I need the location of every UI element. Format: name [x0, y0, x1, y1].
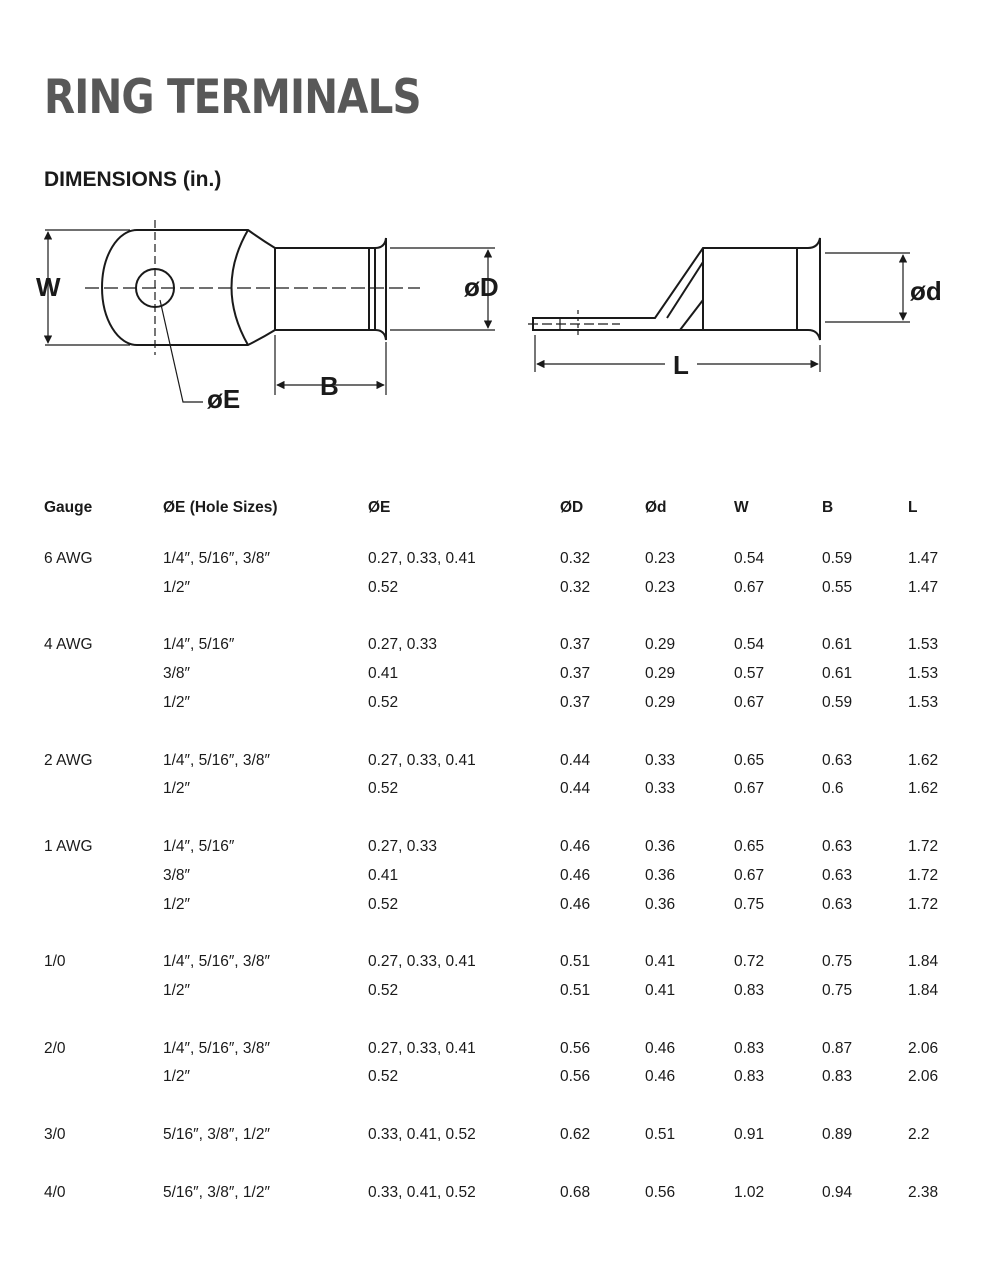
- cell-d-inner: 0.36: [645, 866, 676, 884]
- cell-l: 1.84: [908, 982, 939, 999]
- cell-b: 0.87: [822, 1039, 853, 1057]
- section-subtitle: DIMENSIONS (in.): [44, 168, 222, 191]
- gauge-cell: 6 AWG: [44, 550, 93, 567]
- cell-e: 0.27, 0.33, 0.41: [368, 751, 476, 769]
- d-inner-dimension: [825, 253, 910, 322]
- cell-hole-sizes: 1/2″: [163, 578, 191, 596]
- top-view: [85, 220, 420, 355]
- cell-e: 0.33, 0.41, 0.52: [368, 1126, 476, 1143]
- header-l: L: [908, 499, 918, 516]
- cell-d-outer: 0.68: [560, 1183, 591, 1201]
- cell-d-outer: 0.56: [560, 1039, 591, 1057]
- cell-b: 0.94: [822, 1183, 853, 1201]
- cell-b: 0.75: [822, 953, 853, 971]
- cell-b: 0.6: [822, 780, 844, 798]
- cell-d-outer: 0.32: [560, 550, 591, 567]
- cell-d-outer: 0.44: [560, 780, 591, 798]
- cell-e: 0.52: [368, 578, 399, 596]
- cell-l: 1.72: [908, 866, 939, 884]
- cell-d-inner: 0.41: [645, 982, 676, 999]
- cell-b: 0.61: [822, 665, 853, 683]
- cell-d-outer: 0.46: [560, 838, 591, 855]
- cell-d-outer: 0.56: [560, 1068, 591, 1086]
- cell-hole-sizes: 1/4″, 5/16″: [163, 636, 235, 654]
- cell-hole-sizes: 1/2″: [163, 982, 191, 999]
- cell-e: 0.41: [368, 866, 399, 884]
- gauge-cell: 1 AWG: [44, 838, 93, 855]
- cell-b: 0.59: [822, 550, 853, 567]
- cell-b: 0.59: [822, 694, 853, 711]
- e-leader: [160, 300, 203, 402]
- cell-b: 0.63: [822, 895, 853, 913]
- cell-w: 0.65: [734, 751, 765, 769]
- cell-d-inner: 0.33: [645, 780, 676, 798]
- cell-e: 0.27, 0.33: [368, 838, 437, 855]
- cell-d-inner: 0.46: [645, 1039, 676, 1057]
- cell-d-outer: 0.37: [560, 636, 591, 654]
- header-d-outer: ØD: [560, 499, 584, 516]
- cell-w: 0.67: [734, 780, 765, 798]
- cell-d-outer: 0.44: [560, 751, 591, 769]
- page-title: RING TERMINALS: [44, 70, 421, 125]
- cell-d-outer: 0.51: [560, 982, 591, 999]
- cell-d-outer: 0.32: [560, 578, 591, 596]
- cell-w: 0.57: [734, 665, 765, 683]
- header-e: ØE: [368, 499, 391, 516]
- cell-w: 0.83: [734, 982, 765, 999]
- header-gauge: Gauge: [44, 499, 93, 516]
- cell-hole-sizes: 5/16″, 3/8″, 1/2″: [163, 1126, 270, 1143]
- cell-d-inner: 0.36: [645, 838, 676, 855]
- cell-l: 2.2: [908, 1126, 930, 1143]
- cell-w: 0.67: [734, 694, 765, 711]
- cell-hole-sizes: 1/2″: [163, 780, 191, 798]
- cell-e: 0.52: [368, 694, 399, 711]
- cell-w: 0.54: [734, 636, 765, 654]
- gauge-cell: 4 AWG: [44, 636, 93, 654]
- cell-l: 1.62: [908, 780, 939, 798]
- cell-d-inner: 0.29: [645, 694, 676, 711]
- cell-hole-sizes: 1/4″, 5/16″, 3/8″: [163, 751, 270, 769]
- cell-hole-sizes: 1/2″: [163, 895, 191, 913]
- cell-b: 0.55: [822, 578, 853, 596]
- cell-l: 1.62: [908, 751, 939, 769]
- cell-l: 1.84: [908, 953, 939, 971]
- cell-l: 1.72: [908, 838, 939, 855]
- cell-d-inner: 0.46: [645, 1068, 676, 1086]
- cell-d-inner: 0.23: [645, 550, 676, 567]
- cell-w: 0.72: [734, 953, 765, 971]
- cell-e: 0.27, 0.33: [368, 636, 437, 654]
- cell-e: 0.27, 0.33, 0.41: [368, 953, 476, 971]
- cell-w: 0.83: [734, 1039, 765, 1057]
- side-view: [528, 238, 820, 340]
- cell-e: 0.27, 0.33, 0.41: [368, 550, 476, 567]
- cell-b: 0.61: [822, 636, 853, 654]
- cell-b: 0.63: [822, 751, 853, 769]
- cell-d-outer: 0.46: [560, 866, 591, 884]
- cell-d-inner: 0.29: [645, 636, 676, 654]
- header-w: W: [734, 499, 749, 516]
- cell-d-outer: 0.46: [560, 895, 591, 913]
- cell-l: 1.72: [908, 895, 939, 913]
- l-label: L: [673, 350, 689, 380]
- cell-l: 1.53: [908, 665, 939, 683]
- cell-b: 0.63: [822, 838, 853, 855]
- cell-d-inner: 0.29: [645, 665, 676, 683]
- header-d-inner: Ød: [645, 499, 667, 516]
- cell-w: 0.54: [734, 550, 765, 567]
- cell-l: 2.06: [908, 1068, 939, 1086]
- gauge-cell: 3/0: [44, 1126, 66, 1143]
- cell-l: 2.06: [908, 1039, 939, 1057]
- cell-w: 0.75: [734, 895, 765, 913]
- w-label: W: [36, 272, 61, 302]
- cell-hole-sizes: 1/4″, 5/16″: [163, 838, 235, 855]
- gauge-cell: 2/0: [44, 1039, 66, 1057]
- cell-d-inner: 0.51: [645, 1126, 676, 1143]
- gauge-cell: 4/0: [44, 1183, 66, 1201]
- gauge-cell: 2 AWG: [44, 751, 93, 769]
- cell-e: 0.52: [368, 780, 399, 798]
- cell-l: 1.47: [908, 578, 939, 596]
- cell-d-inner: 0.41: [645, 953, 676, 971]
- cell-hole-sizes: 1/2″: [163, 1068, 191, 1086]
- cell-hole-sizes: 1/4″, 5/16″, 3/8″: [163, 1039, 270, 1057]
- e-label: øE: [207, 384, 241, 414]
- cell-d-inner: 0.36: [645, 895, 676, 913]
- cell-d-inner: 0.33: [645, 751, 676, 769]
- cell-d-inner: 0.56: [645, 1183, 676, 1201]
- cell-hole-sizes: 5/16″, 3/8″, 1/2″: [163, 1183, 270, 1201]
- cell-b: 0.63: [822, 866, 853, 884]
- cell-hole-sizes: 3/8″: [163, 665, 191, 683]
- cell-hole-sizes: 1/2″: [163, 694, 191, 711]
- header-hole-sizes: ØE (Hole Sizes): [163, 499, 278, 516]
- cell-b: 0.75: [822, 982, 853, 999]
- cell-w: 0.65: [734, 838, 765, 855]
- cell-hole-sizes: 3/8″: [163, 866, 191, 884]
- b-label: B: [320, 371, 339, 401]
- cell-d-outer: 0.51: [560, 953, 591, 971]
- cell-w: 0.67: [734, 578, 765, 596]
- cell-e: 0.52: [368, 895, 399, 913]
- cell-w: 0.83: [734, 1068, 765, 1086]
- cell-w: 1.02: [734, 1183, 765, 1201]
- cell-e: 0.52: [368, 982, 399, 999]
- d-outer-label: øD: [464, 272, 499, 302]
- cell-e: 0.52: [368, 1068, 399, 1086]
- gauge-cell: 1/0: [44, 953, 66, 971]
- cell-l: 1.53: [908, 636, 939, 654]
- cell-b: 0.89: [822, 1126, 853, 1143]
- cell-e: 0.33, 0.41, 0.52: [368, 1183, 476, 1201]
- cell-hole-sizes: 1/4″, 5/16″, 3/8″: [163, 953, 270, 971]
- cell-d-outer: 0.37: [560, 694, 591, 711]
- cell-d-inner: 0.23: [645, 578, 676, 596]
- d-inner-label: ød: [910, 276, 942, 306]
- cell-l: 1.53: [908, 694, 939, 711]
- cell-e: 0.27, 0.33, 0.41: [368, 1039, 476, 1057]
- cell-l: 2.38: [908, 1183, 939, 1201]
- cell-w: 0.91: [734, 1126, 765, 1143]
- cell-d-outer: 0.62: [560, 1126, 591, 1143]
- cell-l: 1.47: [908, 550, 939, 567]
- cell-b: 0.83: [822, 1068, 853, 1086]
- cell-hole-sizes: 1/4″, 5/16″, 3/8″: [163, 550, 270, 567]
- ring-terminal-diagram: [0, 200, 989, 420]
- header-b: B: [822, 499, 834, 516]
- cell-d-outer: 0.37: [560, 665, 591, 683]
- cell-w: 0.67: [734, 866, 765, 884]
- cell-e: 0.41: [368, 665, 399, 683]
